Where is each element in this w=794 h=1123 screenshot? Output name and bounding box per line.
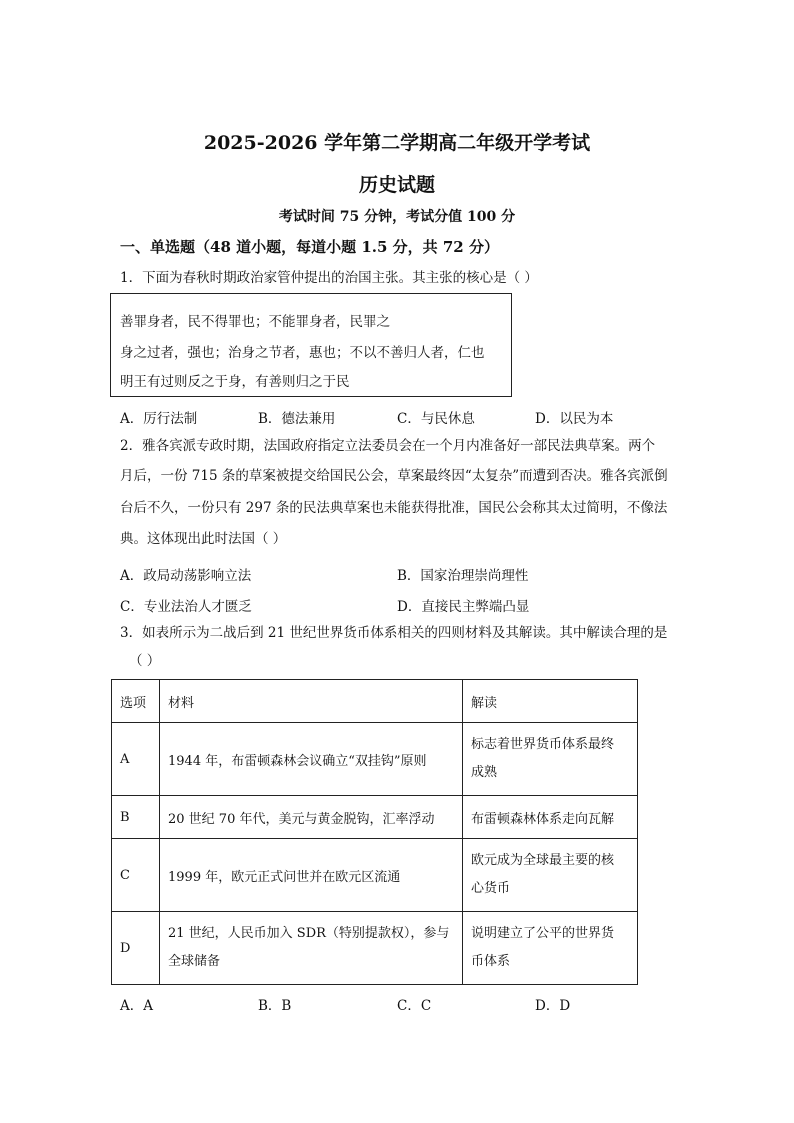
table-header-cell: 材料 [160,680,463,723]
q1-option-d[interactable]: D．以民为本 [535,411,614,427]
table-row [112,723,638,796]
question-2-stem-line: 台后不久，一份只有 297 条的民法典草案也未能获得批准，国民公会称其太过简明，不像法 [120,500,668,516]
q2-option-c[interactable]: C．专业法治人才匮乏 [120,599,252,615]
quote-line: 明王有过则反之于身，有善则归之于民 [120,374,350,390]
reading-line: 说明建立了公平的世界货 [471,926,615,941]
q1-option-a[interactable]: A．厉行法制 [120,411,198,427]
material-line: 21 世纪，人民币加入 SDR（特别提款权），参与 [168,926,450,941]
q3-option-d[interactable]: D．D [535,998,571,1014]
question-3-stem-line: 3．如表所示为二战后到 21 世纪世界货币体系相关的四则材料及其解读。其中解读合理的是 [120,625,668,641]
table-row [112,912,638,985]
question-3-stem-line: （ ） [129,653,161,669]
table-cell-material [160,912,463,985]
q2-option-b[interactable]: B．国家治理崇尚理性 [397,568,529,584]
table-row [112,796,638,839]
reading-line: 心货币 [471,881,511,896]
q3-option-b[interactable]: B．B [258,998,292,1014]
table-cell-reading [463,912,638,985]
material-line: 全球储备 [168,954,221,969]
table-row [112,839,638,912]
q3-option-c[interactable]: C．C [397,998,432,1014]
q2-option-d[interactable]: D．直接民主弊端凸显 [397,599,530,615]
table-cell-reading [463,839,638,912]
table-cell-option: C [112,839,160,912]
table-cell-material: 1999 年，欧元正式问世并在欧元区流通 [160,839,463,912]
exam-title: 2025-2026 学年第二学期高二年级开学考试 [203,132,591,154]
q1-option-b[interactable]: B．德法兼用 [258,411,336,427]
question-2-stem-line: 典。这体现出此时法国（ ） [120,531,287,547]
table-cell-reading [463,723,638,796]
exam-info: 考试时间 75 分钟，考试分值 100 分 [278,209,516,225]
section-title: 一、单选题（48 道小题，每道小题 1.5 分，共 72 分） [120,238,499,256]
q2-option-a[interactable]: A．政局动荡影响立法 [120,568,252,584]
table-header-cell: 选项 [112,680,160,723]
quote-line: 身之过者，强也；治身之节者，惠也；不以不善归人者，仁也 [120,345,485,361]
table-cell-option: A [112,723,160,796]
table-cell-option: B [112,796,160,839]
reading-line: 欧元成为全球最主要的核 [471,853,615,868]
reading-line: 标志着世界货币体系最终 [471,737,615,752]
q3-option-a[interactable]: A．A [120,998,153,1014]
q1-option-c[interactable]: C．与民休息 [397,411,475,427]
table-header-row [112,680,638,723]
reading-line: 币体系 [471,954,511,969]
quote-line: 善罪身者，民不得罪也；不能罪身者，民罪之 [120,314,390,330]
table-cell-material: 1944 年，布雷顿森林会议确立“双挂钩”原则 [160,723,463,796]
table-cell-material: 20 世纪 70 年代，美元与黄金脱钩，汇率浮动 [160,796,463,839]
reading-line: 成熟 [471,765,498,780]
table-header-cell: 解读 [463,680,638,723]
question-3-table [111,679,638,985]
table-cell-option: D [112,912,160,985]
question-2-stem-line: 月后，一份 715 条的草案被提交给国民公会，草案最终因“太复杂”而遭到否决。雅各宾派倒 [120,468,668,484]
question-2-stem-line: 2．雅各宾派专政时期，法国政府指定立法委员会在一个月内准备好一部民法典草案。两个 [120,438,656,454]
question-1-stem: 1．下面为春秋时期政治家管仲提出的治国主张。其主张的核心是（ ） [120,270,538,286]
subject-title: 历史试题 [358,174,435,196]
table-cell-reading: 布雷顿森林体系走向瓦解 [463,796,638,839]
question-1-quote-box [110,293,512,397]
